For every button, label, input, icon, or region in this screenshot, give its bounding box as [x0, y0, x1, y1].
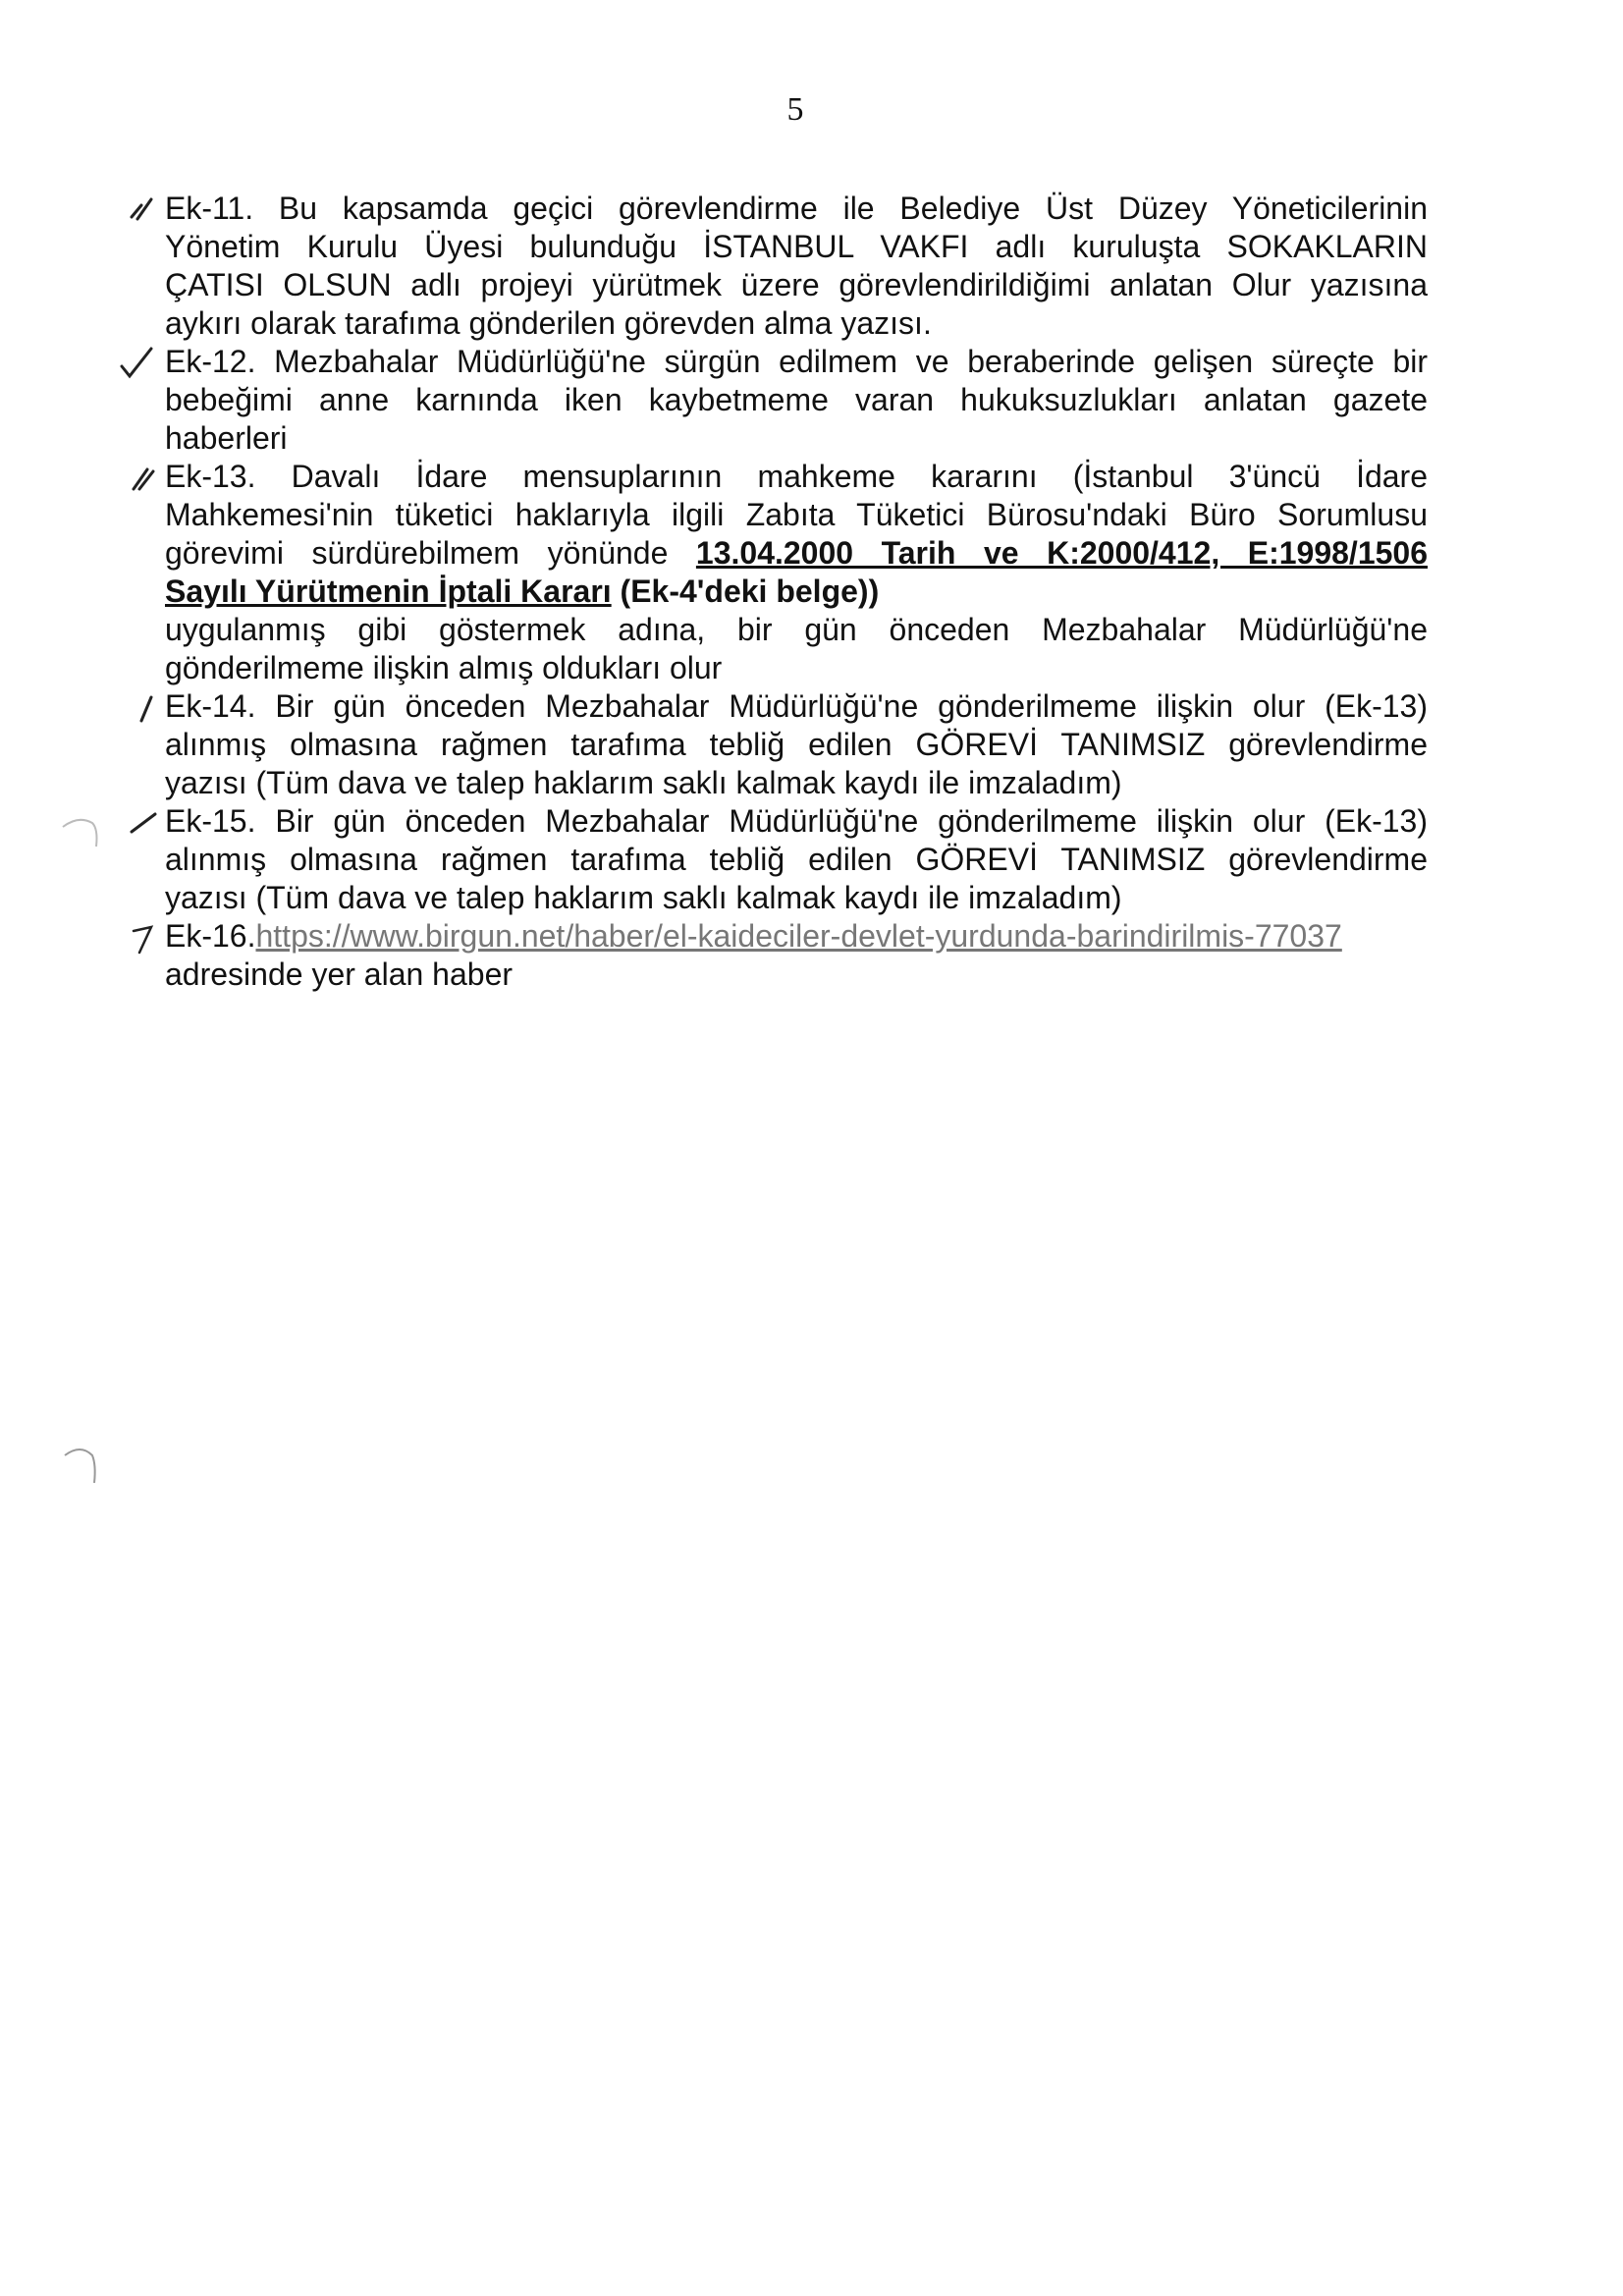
- decision-reference: 13.04.2000 Tarih ve K:2000/412, E:1998/1506: [695, 535, 1429, 571]
- list-item-ek-12: [165, 343, 1428, 458]
- check-mark-icon: [118, 345, 153, 380]
- item-line: [165, 917, 1428, 956]
- item-line: Mahkemesi'nin tüketici haklarıyla ilgili Zabıta Tüketici Bürosu'ndaki Büro Sorumlusu: [165, 497, 1428, 532]
- item-line: Ek-11. Bu kapsamda geçici görevlendirme ile Belediye Üst Düzey Yöneticilerinin: [165, 191, 1428, 226]
- check-mark-icon: [132, 689, 167, 725]
- decision-title: Sayılı Yürütmenin İptali Kararı: [165, 574, 612, 609]
- news-link[interactable]: https://www.birgun.net/haber/el-kaideciler-devlet-yurdunda-barindirilmis-77037: [255, 918, 1342, 954]
- document-body: [165, 190, 1428, 994]
- list-item-ek-11: [165, 190, 1428, 343]
- item-text: Ek-16.: [165, 918, 256, 954]
- attachment-reference: (Ek-4'deki belge)): [611, 574, 880, 609]
- item-line: [165, 534, 1428, 573]
- list-item-ek-14: [165, 687, 1428, 802]
- item-line: Ek-12. Mezbahalar Müdürlüğü'ne sürgün edilmem ve beraberinde gelişen süreçte bir: [165, 344, 1428, 379]
- check-mark-icon: [126, 804, 161, 840]
- check-mark-icon: [126, 191, 161, 227]
- item-line: yazısı (Tüm dava ve talep haklarım saklı kalmak kaydı ile imzaladım): [165, 880, 1122, 915]
- item-line: bebeğimi anne karnında iken kaybetmeme varan hukuksuzlukları anlatan gazete: [165, 382, 1428, 417]
- item-line: uygulanmış gibi göstermek adına, bir gün önceden Mezbahalar Müdürlüğü'ne: [165, 612, 1428, 647]
- scan-mark: [59, 1442, 108, 1491]
- scan-mark: [59, 813, 108, 852]
- check-mark-icon: [128, 919, 163, 955]
- check-mark-icon: [126, 460, 161, 495]
- item-line: ÇATISI OLSUN adlı projeyi yürütmek üzere görevlendirildiğimi anlatan Olur yazısına: [165, 267, 1428, 302]
- item-line: alınmış olmasına rağmen tarafıma tebliğ edilen GÖREVİ TANIMSIZ görevlendirme: [165, 842, 1428, 877]
- list-item-ek-13: [165, 458, 1428, 687]
- item-line: Ek-13. Davalı İdare mensuplarının mahkeme kararını (İstanbul 3'üncü İdare: [165, 459, 1428, 494]
- item-text: görevimi sürdürebilmem yönünde: [165, 535, 696, 571]
- item-line: haberleri: [165, 420, 288, 456]
- page-number: 5: [786, 91, 804, 128]
- item-line: Yönetim Kurulu Üyesi bulunduğu İSTANBUL VAKFI adlı kuruluşta SOKAKLARIN: [165, 229, 1428, 264]
- item-line: yazısı (Tüm dava ve talep haklarım saklı kalmak kaydı ile imzaladım): [165, 765, 1122, 800]
- item-line: alınmış olmasına rağmen tarafıma tebliğ edilen GÖREVİ TANIMSIZ görevlendirme: [165, 727, 1428, 762]
- item-line: [165, 573, 1428, 611]
- list-item-ek-16: [165, 917, 1428, 994]
- item-line: Ek-15. Bir gün önceden Mezbahalar Müdürlüğü'ne gönderilmeme ilişkin olur (Ek-13): [165, 803, 1428, 839]
- item-line: adresinde yer alan haber: [165, 957, 514, 992]
- item-line: Ek-14. Bir gün önceden Mezbahalar Müdürlüğü'ne gönderilmeme ilişkin olur (Ek-13): [165, 688, 1428, 724]
- item-line: gönderilmeme ilişkin almış oldukları olur: [165, 650, 723, 685]
- item-line: aykırı olarak tarafıma gönderilen görevden alma yazısı.: [165, 305, 932, 341]
- list-item-ek-15: [165, 802, 1428, 917]
